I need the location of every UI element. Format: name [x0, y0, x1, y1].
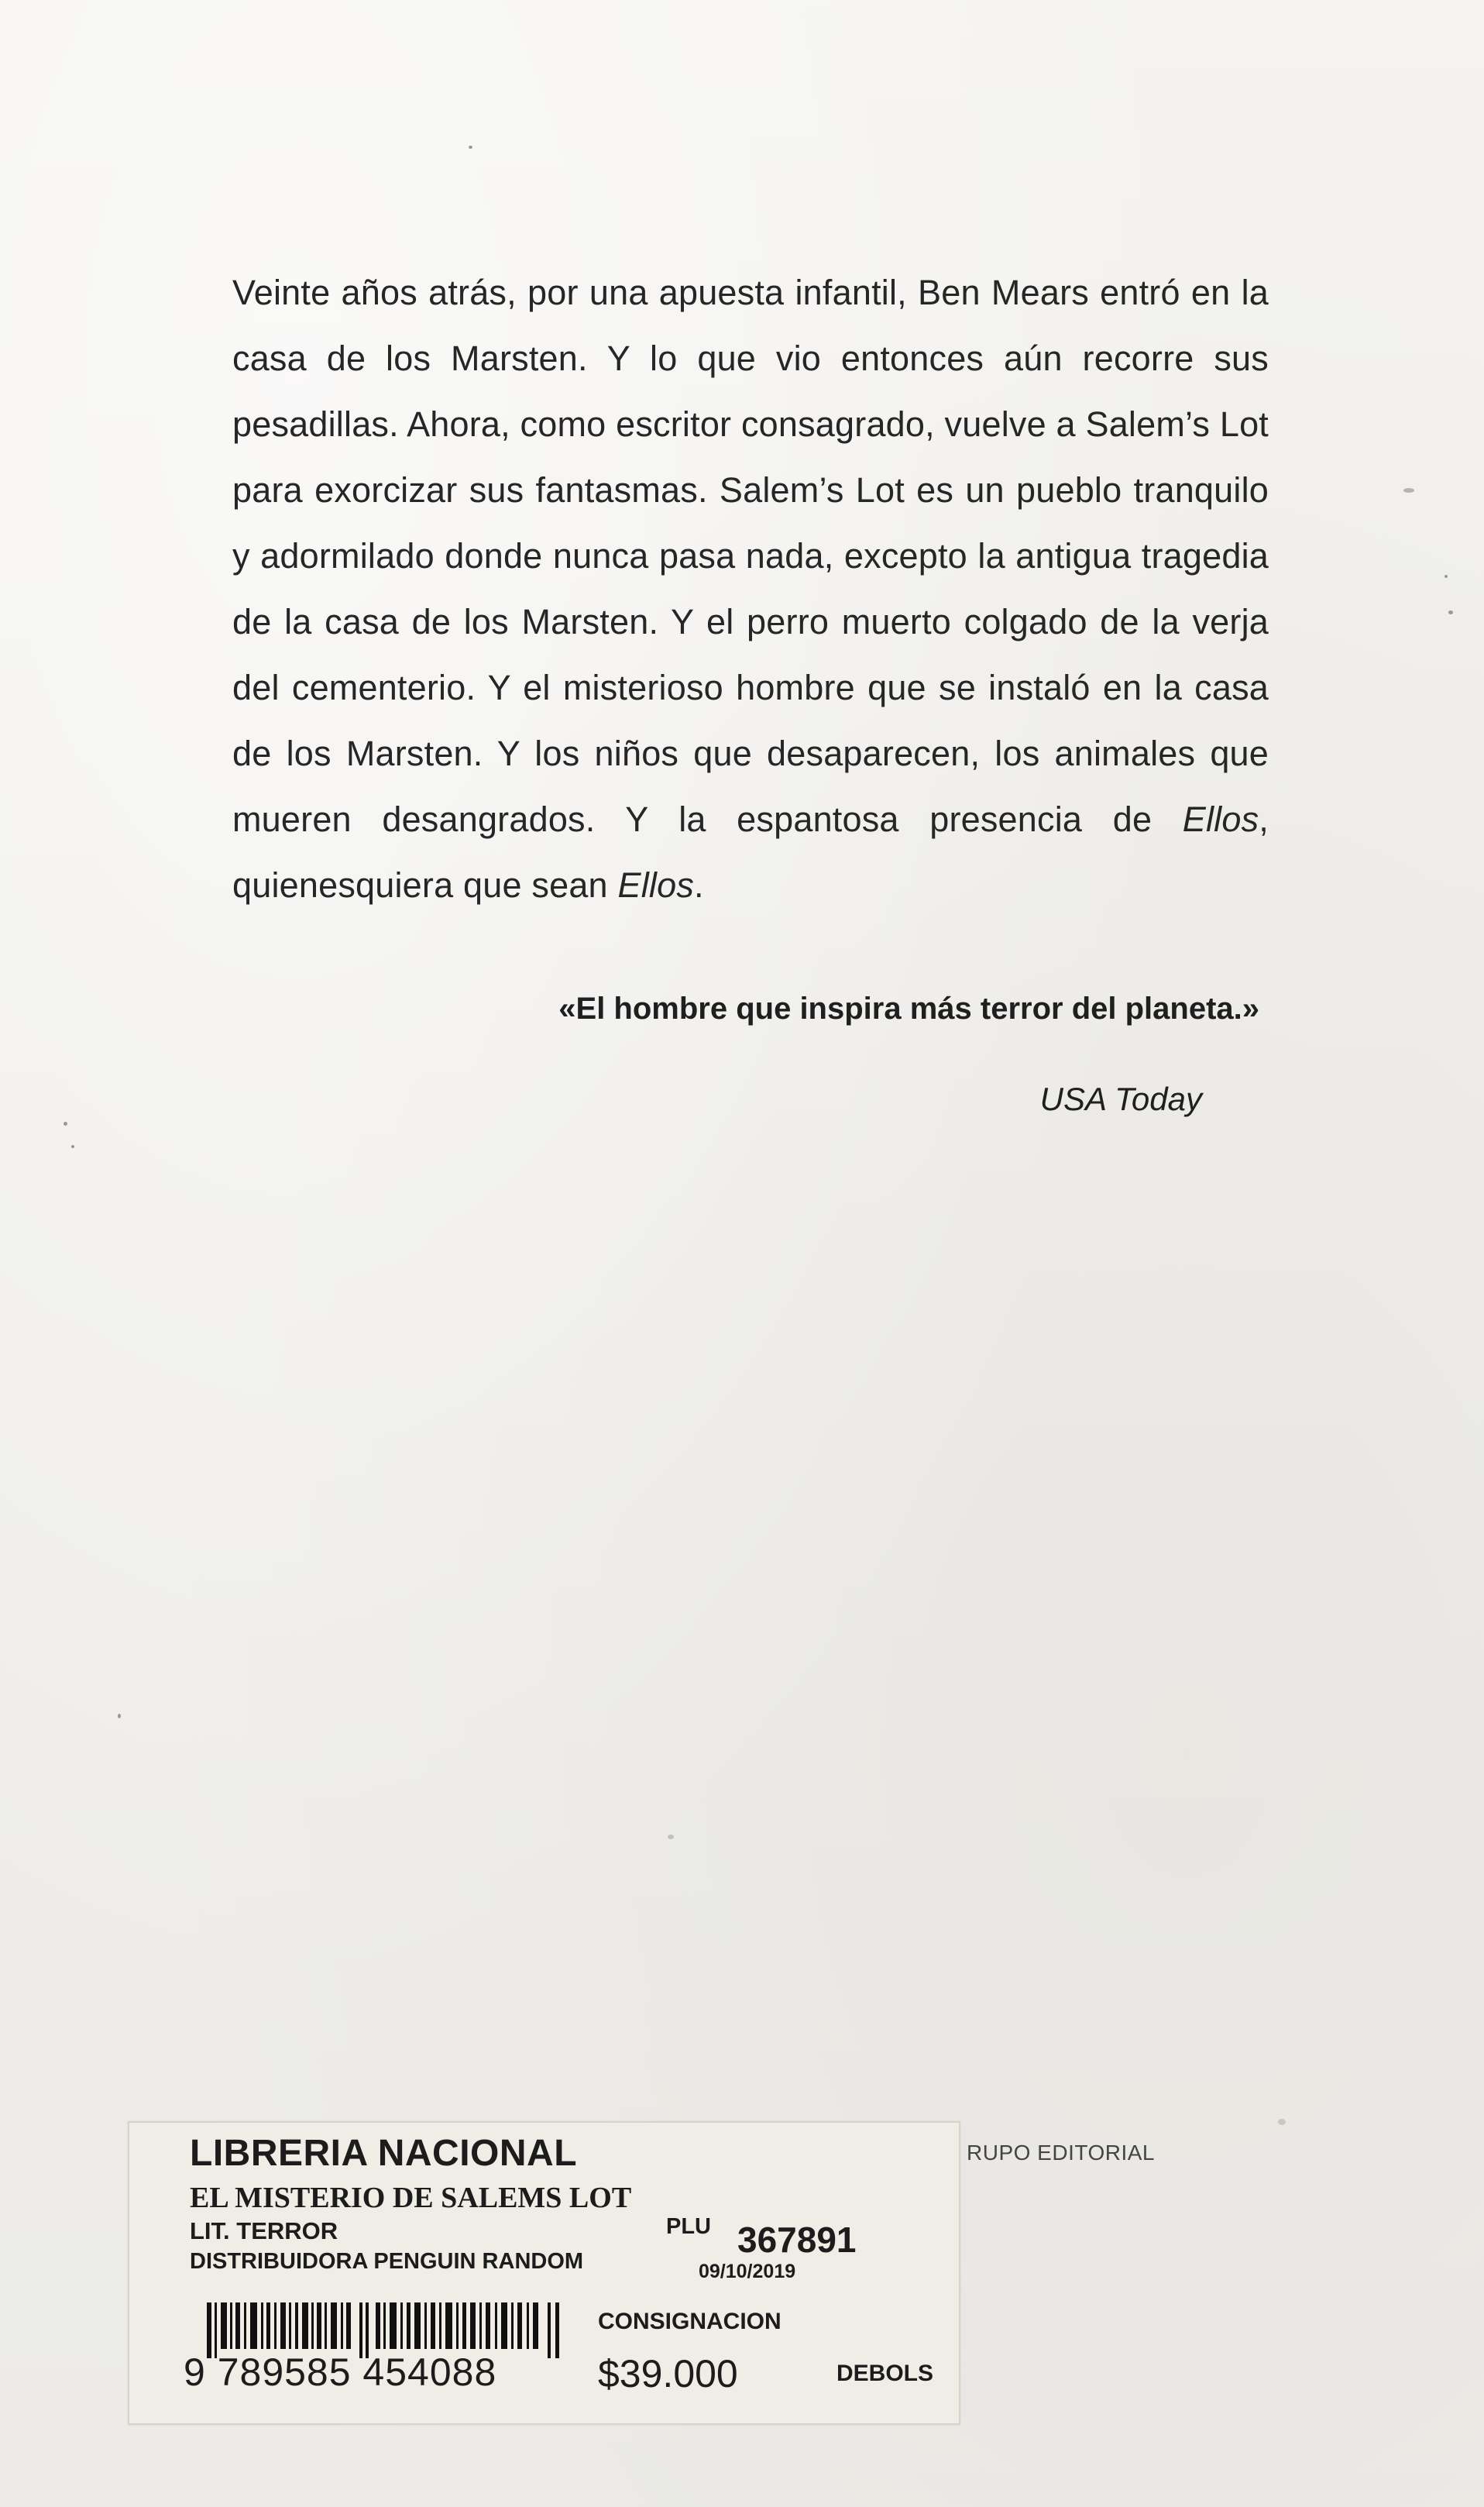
paper-speck	[1444, 575, 1448, 578]
review-quote-source: USA Today	[1039, 1081, 1202, 1117]
synopsis-text	[232, 260, 1269, 918]
paper-speck	[64, 1122, 67, 1126]
sticker-category: LIT. TERROR	[190, 2217, 338, 2244]
sticker-consignment: CONSIGNACION	[598, 2309, 782, 2334]
synopsis-part-2: , quienesquiera que sean	[232, 800, 1269, 905]
sticker-plu-label: PLU	[666, 2214, 711, 2239]
paper-speck	[668, 1835, 674, 1839]
paper-speck	[1278, 2119, 1286, 2125]
synopsis-emphasis-2: Ellos	[617, 865, 695, 905]
paper-speck	[71, 1145, 74, 1148]
paper-speck	[118, 1714, 121, 1718]
sticker-price: $39.000	[598, 2352, 738, 2395]
paper-speck	[469, 146, 472, 149]
sticker-date: 09/10/2019	[699, 2261, 796, 2282]
price-sticker	[128, 2121, 960, 2425]
sticker-distributor: DISTRIBUIDORA PENGUIN RANDOM	[190, 2249, 584, 2274]
synopsis-part-1: Veinte años atrás, por una apuesta infantil, Ben Mears entró en la casa de los Marsten. Y lo que vio entonces aún recorre sus pesadillas. Ahora, como escritor consagrado, vuelve a Salem’s Lot para exorcizar sus fantasmas. Salem’s Lot es un pueblo tranquilo y adormilado donde nunca pasa nada, excepto la antigua tragedia de la casa de los Marsten. Y el perro muerto colgado de la verja del cementerio. Y el misterioso hombre que se instaló en la casa de los Marsten. Y los niños que desaparecen, los animales que mueren desangrados. Y la espantosa presencia de	[232, 273, 1269, 839]
paper-speck	[1448, 610, 1453, 614]
sticker-plu-number: 367891	[737, 2220, 857, 2260]
paper-speck	[1403, 488, 1414, 493]
sticker-store-name: LIBRERIA NACIONAL	[190, 2133, 578, 2174]
sticker-book-title: EL MISTERIO DE SALEMS LOT	[190, 2182, 632, 2214]
review-quote: «El hombre que inspira más terror del planeta.»	[558, 992, 1259, 1026]
sticker-isbn: 9 789585 454088	[184, 2351, 497, 2394]
synopsis-part-3: .	[694, 865, 704, 905]
publisher-label-partial: RUPO EDITORIAL	[967, 2141, 1155, 2165]
synopsis-emphasis-1: Ellos	[1182, 800, 1259, 839]
sticker-supplier-code: DEBOLS	[836, 2361, 934, 2386]
